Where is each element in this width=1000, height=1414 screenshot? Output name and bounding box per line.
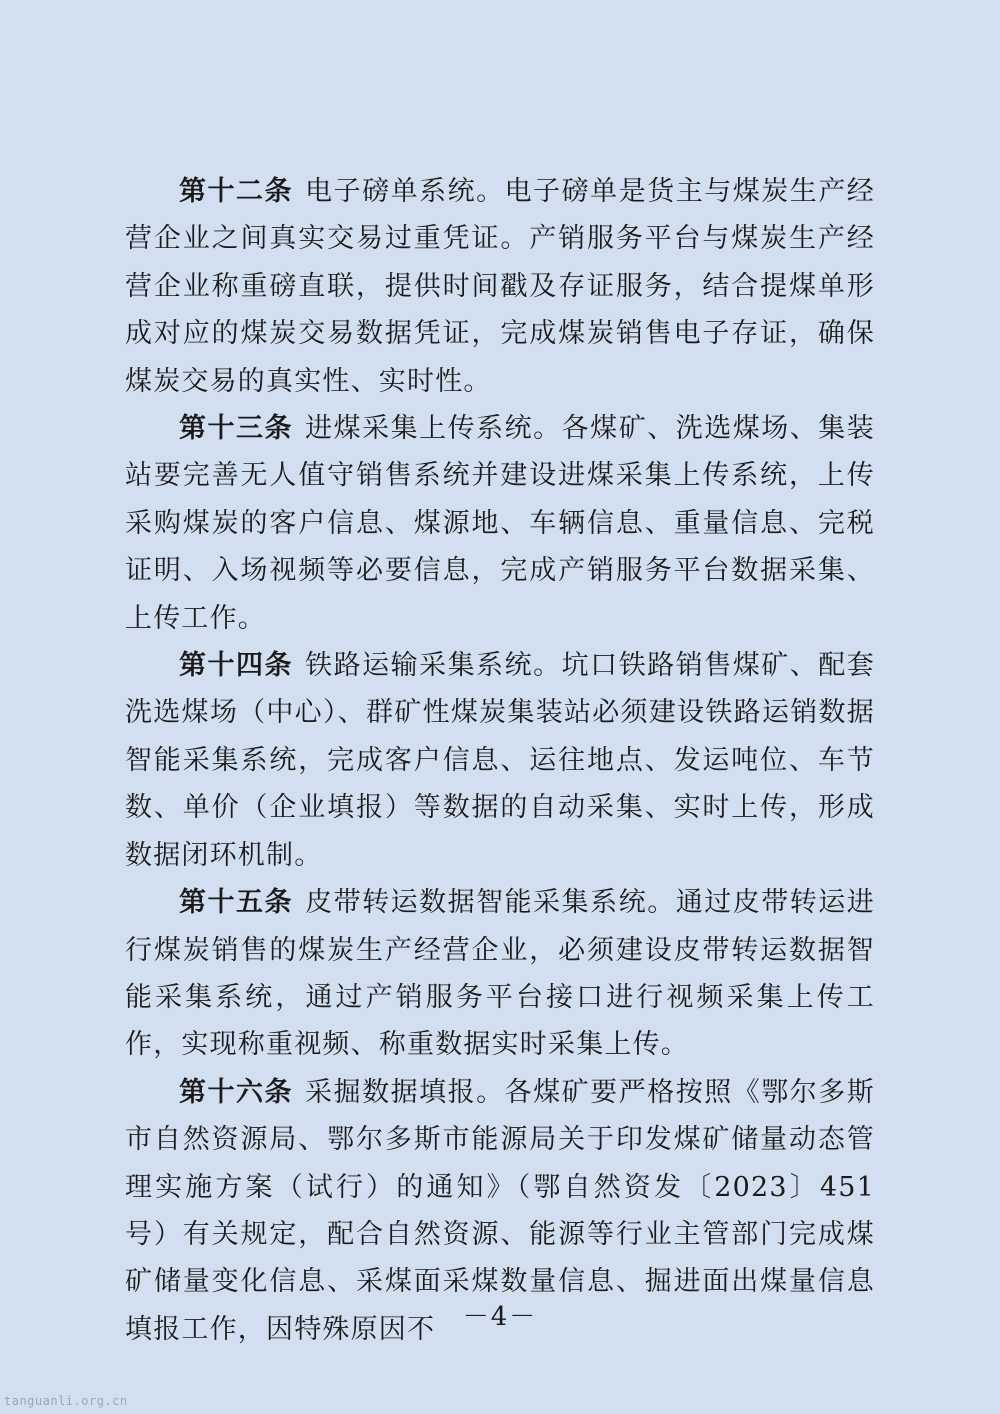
article-text: 进煤采集上传系统。各煤矿、洗选煤场、集装站要完善无人值守销售系统并建设进煤采集上传系统，上传采购煤炭的客户信息、煤源地、车辆信息、重量信息、完税证明、入场视频等必要信息，完成产销服务平台数据采集、上传工作。 bbox=[125, 413, 875, 634]
article-14 bbox=[125, 642, 875, 879]
watermark: tanguanli.org.cn bbox=[4, 1394, 128, 1408]
article-heading: 第十二条 bbox=[179, 176, 294, 207]
article-text: 采掘数据填报。各煤矿要严格按照《鄂尔多斯市自然资源局、鄂尔多斯市能源局关于印发煤矿储量动态管理实施方案（试行）的通知》（鄂自然资发〔2023〕451号）有关规定，配合自然资源、能源等行业主管部门完成煤矿储量变化信息、采煤面采煤数量信息、掘进面出煤量信息填报工作，因特殊原因不 bbox=[125, 1076, 875, 1345]
article-text: 铁路运输采集系统。坑口铁路销售煤矿、配套洗选煤场（中心）、群矿性煤炭集装站必须建设铁路运销数据智能采集系统，完成客户信息、运往地点、发运吨位、车节数、单价（企业填报）等数据的自动采集、实时上传，形成数据闭环机制。 bbox=[125, 650, 875, 871]
article-text: 电子磅单系统。电子磅单是货主与煤炭生产经营企业之间真实交易过重凭证。产销服务平台与煤炭生产经营企业称重磅直联，提供时间戳及存证服务，结合提煤单形成对应的煤炭交易数据凭证，完成煤炭销售电子存证，确保煤炭交易的真实性、实时性。 bbox=[125, 176, 875, 397]
article-heading: 第十五条 bbox=[179, 887, 294, 919]
document-body bbox=[125, 168, 875, 1353]
article-text: 皮带转运数据智能采集系统。通过皮带转运进行煤炭销售的煤炭生产经营企业，必须建设皮带转运数据智能采集系统，通过产销服务平台接口进行视频采集上传工作，实现称重视频、称重数据实时采集上传。 bbox=[125, 887, 875, 1061]
article-heading: 第十六条 bbox=[179, 1076, 294, 1108]
article-12 bbox=[125, 168, 875, 405]
article-15 bbox=[125, 879, 875, 1069]
article-heading: 第十三条 bbox=[179, 413, 294, 445]
article-heading: 第十四条 bbox=[179, 650, 294, 682]
article-13 bbox=[125, 405, 875, 642]
page-number: －4－ bbox=[462, 1302, 538, 1332]
